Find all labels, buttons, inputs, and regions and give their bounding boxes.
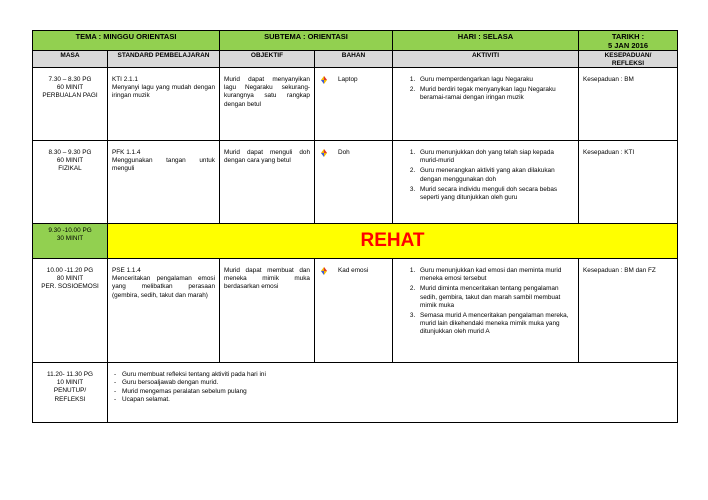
standard-desc: Menceritakan pengalaman emosi yang melibatkan perasaan (gembira, sedih, takut dan marah) [112,275,215,299]
hari-label: HARI : SELASA [457,32,514,41]
penutup-item: - Murid mengemas peralatan sebelum pulang [114,388,673,396]
bahan-cell [315,141,393,224]
aktiviti-list [393,141,578,202]
masa-cell [33,68,108,141]
penutup-item: - Ucapan selamat. [114,396,673,404]
col-bahan [315,51,393,68]
objektif-text: Murid dapat membuat dan meneka mimik muka berdasarkan emosi [224,267,310,291]
masa-subject: FIZIKAL [58,165,82,173]
col-objektif [220,51,315,68]
subtema-cell [220,31,393,51]
tarikh-label: TARIKH : [611,32,645,41]
masa-time: 8.30 – 9.30 PG [48,149,92,156]
lesson-plan-table [32,30,678,423]
objektif-text: Murid dapat menyanyikan lagu Negaraku sekurang-kurangnya satu rangkap dengan betul [224,76,310,108]
tarikh-value: 5 JAN 2016 [607,41,649,50]
kesepaduan-text: Kesepaduan : BM [583,76,634,83]
masa-subject: PERBUALAN PAGI [42,92,98,100]
aktiviti-item: 2. Guru menerangkan aktiviti yang akan dilakukan dengan menggunakan doh [417,167,572,183]
tarikh-cell [579,31,678,51]
standard-desc: Menggunakan tangan untuk menguli [112,157,215,173]
masa-cell [33,259,108,363]
bahan-text: Laptop [338,76,358,83]
col-masa-label: MASA [60,52,80,59]
penutup-duration: 10 MINIT [56,379,84,387]
col-bahan-label: BAHAN [341,52,366,59]
masa-duration: 60 MINIT [56,84,84,92]
col-standard [108,51,220,68]
table-row [33,68,678,141]
penutup-content-cell [108,363,678,423]
aktiviti-list [393,68,578,103]
col-aktiviti [393,51,579,68]
standard-cell [108,68,220,141]
bahan-text: Doh [338,149,350,156]
aktiviti-item: 2. Murid diminta menceritakan tentang pengalaman sedih, gembira, takut dan marah sambil membuat mimik muka [417,285,572,310]
objektif-cell [220,141,315,224]
penutup-masa-cell [33,363,108,423]
aktiviti-list [393,259,578,337]
standard-cell [108,141,220,224]
col-aktiviti-label: AKTIVITI [471,52,500,59]
masa-subject: PER. SOSIOEMOSI [41,283,99,291]
rehat-time: 9.30 -10.00 PG [48,227,92,234]
rehat-banner [108,224,678,259]
aktiviti-item: 1. Guru menunjukkan doh yang telah siap kepada murid-murid [417,149,572,165]
header-row [33,31,678,51]
aktiviti-cell [393,68,579,141]
penutup-subject-2: REFLEKSI [54,395,86,403]
masa-cell [33,141,108,224]
kesepaduan-text: Kesepaduan : KTI [583,149,635,156]
aktiviti-item: 3. Semasa murid A menceritakan pengalaman mereka, murid lain dikehendaki meneka mimik muka yang ditunjukkan oleh murid A [417,312,572,337]
masa-duration: 60 MINIT [56,157,84,165]
column-header-row [33,51,678,68]
table-row [33,141,678,224]
bahan-cell [315,259,393,363]
aktiviti-item: 1. Guru memperdengarkan lagu Negaraku [417,76,572,84]
aktiviti-item: 3. Murid secara individu menguli doh secara bebas seperti yang ditunjukkan oleh guru [417,186,572,202]
kesepaduan-cell [579,259,678,363]
aktiviti-cell [393,141,579,224]
masa-time: 10.00 -11.20 PG [46,267,94,274]
bullet-icon [319,75,329,85]
penutup-row [33,363,678,423]
subtema-label: SUBTEMA : ORIENTASI [264,32,348,41]
masa-duration: 80 MINIT [56,275,84,283]
col-masa [33,51,108,68]
table-row [33,259,678,363]
bahan-text: Kad emosi [338,267,369,274]
standard-code: PFK 1.1.4 [112,149,141,156]
rehat-row [33,224,678,259]
rehat-label: REHAT [360,230,425,251]
standard-code: PSE 1.1.4 [112,267,141,274]
standard-cell [108,259,220,363]
bullet-icon [319,266,329,276]
objektif-cell [220,259,315,363]
kesepaduan-text: Kesepaduan : BM dan FZ [583,267,656,274]
penutup-list [108,363,677,405]
aktiviti-item: 1. Guru menunjukkan kad emosi dan meminta murid meneka emosi tersebut [417,267,572,283]
objektif-cell [220,68,315,141]
kesepaduan-cell [579,141,678,224]
col-kesepaduan-label: KESEPADUAN/ [604,52,652,59]
bullet-icon [319,148,329,158]
penutup-time: 11.20- 11.30 PG [47,371,93,378]
penutup-subject: PENUTUP/ [53,387,87,395]
rehat-masa-cell [33,224,108,259]
bahan-cell [315,68,393,141]
rehat-duration: 30 MINIT [56,235,84,243]
standard-code: KTI 2.1.1 [112,76,138,83]
col-objektif-label: OBJEKTIF [250,52,284,59]
masa-time: 7.30 – 8.30 PG [48,76,92,83]
col-kesepaduan [579,51,678,68]
hari-cell [393,31,579,51]
tema-cell [33,31,220,51]
objektif-text: Murid dapat menguli doh dengan cara yang betul [224,149,310,165]
standard-desc: Menyanyi lagu yang mudah dengan iringan muzik [112,84,215,100]
col-refleksi-label: REFLEKSI [611,59,645,67]
penutup-item: - Guru bersoaljawab dengan murid. [114,379,673,387]
kesepaduan-cell [579,68,678,141]
penutup-item: - Guru membuat refleksi tentang aktiviti pada hari ini [114,371,673,379]
tema-label: TEMA : MINGGU ORIENTASI [75,32,177,41]
aktiviti-cell [393,259,579,363]
aktiviti-item: 2. Murid berdiri tegak menyanyikan lagu Negaraku beramai-ramai dengan iringan muzik [417,86,572,102]
col-standard-label: STANDARD PEMBELAJARAN [117,52,210,59]
